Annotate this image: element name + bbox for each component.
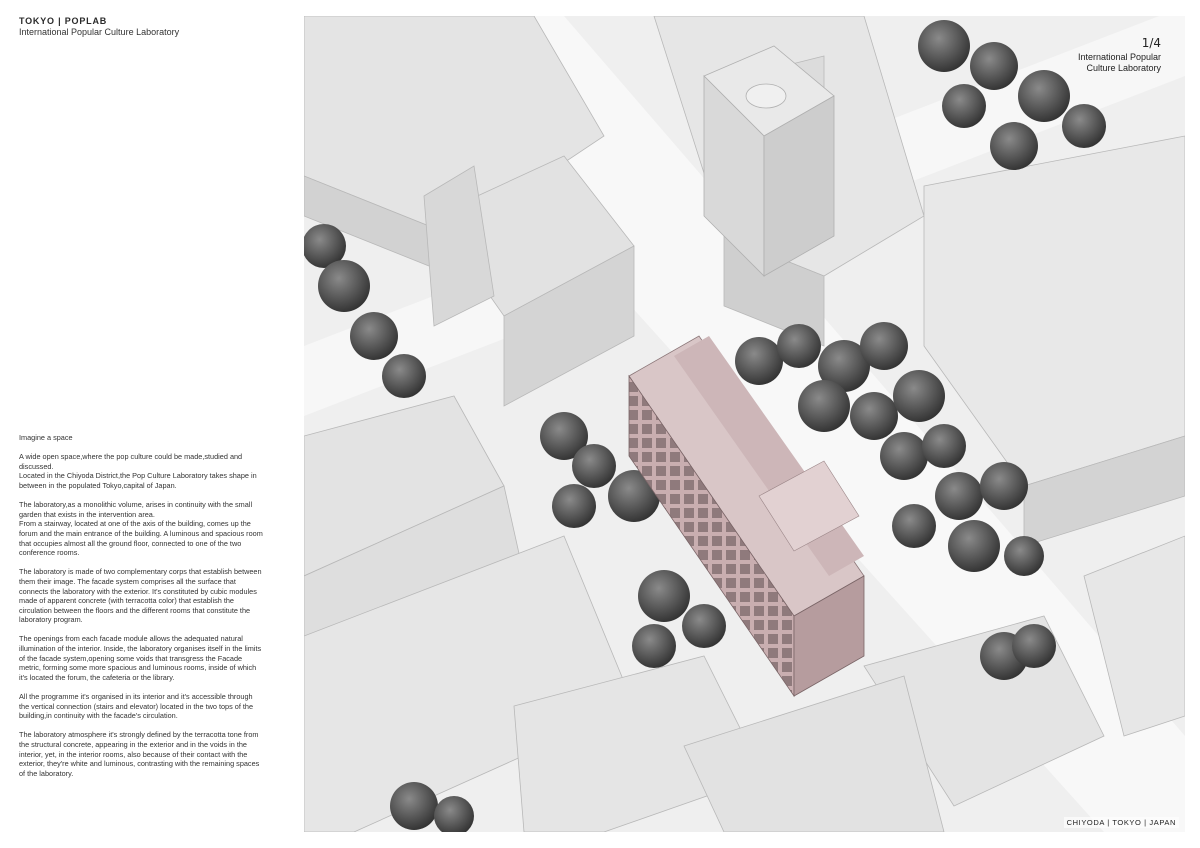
page-number: 1/4 (1141, 36, 1161, 50)
axonometric-drawing (304, 16, 1185, 832)
panel-subtitle: International Popular Culture Laboratory (1077, 52, 1161, 73)
paragraph-location: A wide open space,where the pop culture could be made,studied and discussed. Located in the Chiyoda District,the Pop Culture Laboratory takes shape in between in the populated Tokyo,capital of Japan. (19, 452, 257, 490)
paragraph-volume: The laboratory,as a monolithic volume, arises in continuity with the small garden that exists in the intervention area. From a stairway, located at one of the axis of the building, comes up the forum and the main entrance of the building. A luminous and spacious room that occupies almost all the ground floor, connected to one of the two conference rooms. (19, 500, 263, 558)
paragraph-atmosphere: The laboratory atmosphere it's strongly defined by the terracotta tone from the structural concrete, appearing in the exterior and in the voids in the interior, yet, in the interior rooms, also because of their contact with the exterior, they're white and luminous, contrasting with the remaining spaces of the laboratory. (19, 730, 260, 778)
project-subtitle: International Popular Culture Laboratory (19, 27, 180, 37)
title-block (19, 16, 179, 38)
description-column (19, 433, 264, 788)
paragraph-facade: The laboratory is made of two complementary corps that establish between them their image. The facade system comprises all the surface that connects the laboratory with the exterior. It's constituted by cubic modules made of apparent concrete (with terracotta color) that establish the circulation between the floors and the different rooms that constitute the laboratory program. (19, 567, 262, 625)
intro-line: Imagine a space (19, 433, 73, 442)
paragraph-openings: The openings from each facade module allows the adequated natural illumination of the interior. Inside, the laboratory organises itself in the limits of the facade system,opening some voids that transgress the Facade metric, forming some more spacious and luminous rooms, inside of which it's located the forum, the cafeteria or the library. (19, 634, 262, 682)
project-title: TOKYO | POPLAB (19, 16, 108, 26)
location-label: CHIYODA | TOKYO | JAPAN (1064, 817, 1179, 828)
axonometric-svg (304, 16, 1185, 832)
paragraph-programme: All the programme it's organised in its interior and it's accessible through the vertical connection (stairs and elevator) located in the two tops of the building,in continuity with the facade's circulation. (19, 692, 254, 721)
